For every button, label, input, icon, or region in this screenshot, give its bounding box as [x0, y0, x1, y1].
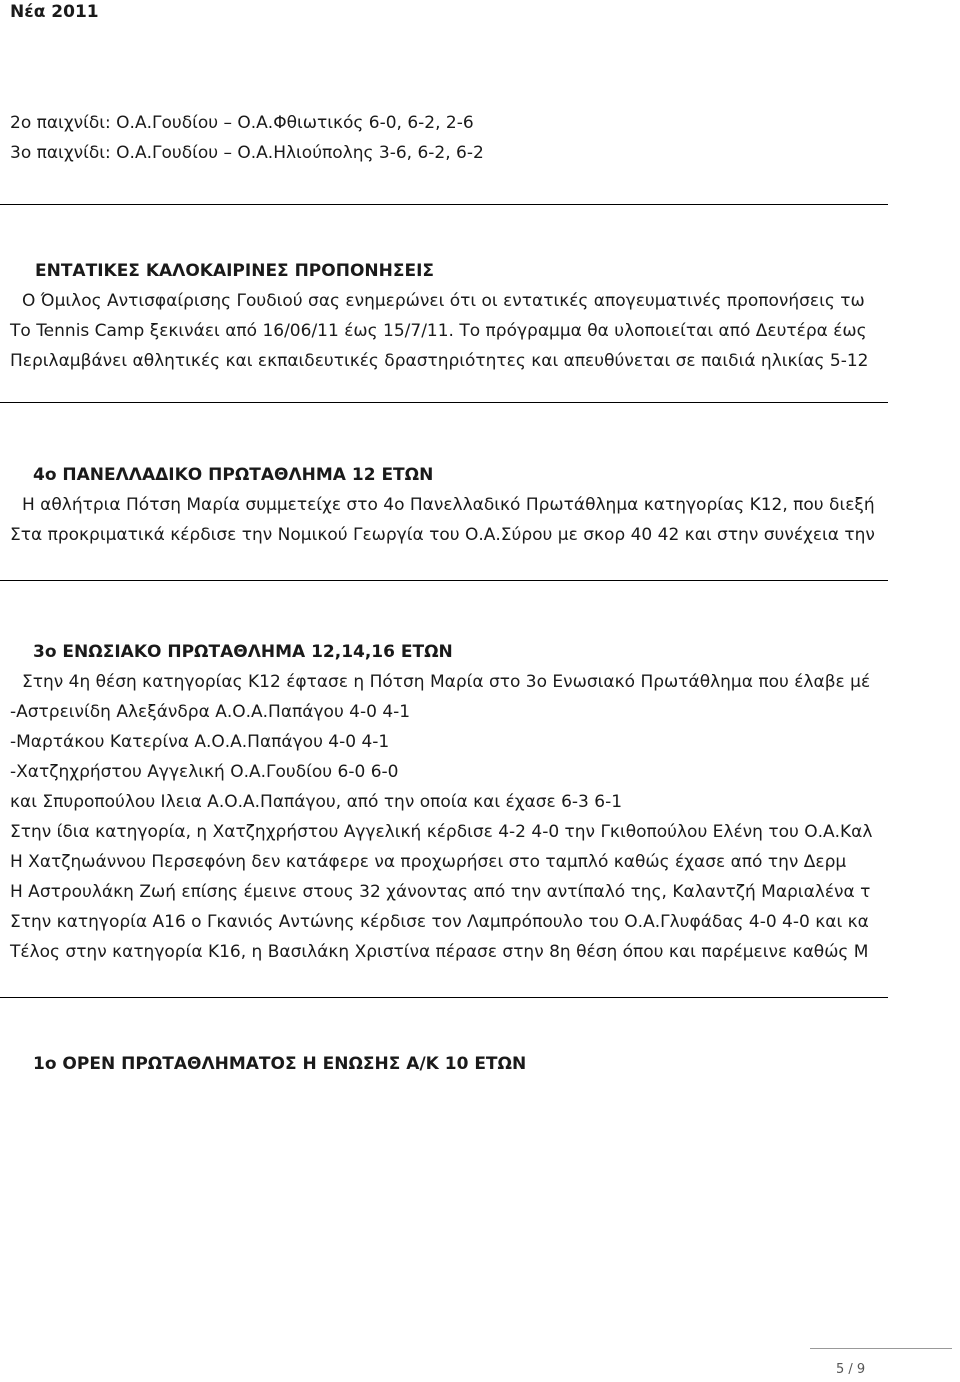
result-line: 3ο παιχνίδι: Ο.Α.Γουδίου – Ο.Α.Ηλιούπολης 3-6, 6-2, 6-2 — [10, 143, 484, 163]
paragraph-line: Στην κατηγορία Α16 ο Γκανιός Αντώνης κέρδισε τον Λαμπρόπουλο του Ο.Α.Γλυφάδας 4-0 4-0 και κα — [10, 912, 869, 932]
paragraph-line: Στην ίδια κατηγορία, η Χατζηχρήστου Αγγελική κέρδισε 4-2 4-0 την Γκιθοπούλου Ελένη του Ο.Α.Καλ — [10, 822, 873, 842]
page-header-title: Νέα 2011 — [10, 2, 99, 22]
paragraph-line: -Χατζηχρήστου Αγγελική Ο.Α.Γουδίου 6-0 6-0 — [10, 762, 399, 782]
paragraph-line: Στα προκριματικά κέρδισε την Νομικού Γεωργία του Ο.Α.Σύρου με σκορ 40 42 και στην συνέχεια την — [10, 525, 875, 545]
paragraph-line: Η Αστρουλάκη Ζωή επίσης έμεινε στους 32 χάνοντας από την αντίπαλό της, Καλαντζή Μαριαλένα τ — [10, 882, 871, 902]
section-title-open: 1ο OPEN ΠΡΩΤΑΘΛΗΜΑΤΟΣ Η ΕΝΩΣΗΣ Α/Κ 10 ΕΤΩΝ — [33, 1054, 527, 1074]
page-number: 5 / 9 — [836, 1362, 866, 1377]
paragraph-line: και Σπυροπούλου Ιλεια Α.Ο.Α.Παπάγου, από την οποία και έχασε 6-3 6-1 — [10, 792, 623, 812]
section-divider — [0, 402, 888, 403]
paragraph-line: Τέλος στην κατηγορία Κ16, η Βασιλάκη Χριστίνα πέρασε στην 8η θέση όπου και παρέμεινε καθώς Μ — [10, 942, 869, 962]
paragraph-line: Στην 4η θέση κατηγορίας Κ12 έφτασε η Πότση Μαρία στο 3ο Ενωσιακό Πρωτάθλημα που έλαβε μέ — [22, 672, 871, 692]
paragraph-line: Η Χατζηωάννου Περσεφόνη δεν κατάφερε να προχωρήσει στο ταμπλό καθώς έχασε από την Δερμ — [10, 852, 847, 872]
paragraph-line: Το Tennis Camp ξεκινάει από 16/06/11 έως 15/7/11. Το πρόγραμμα θα υλοποιείται από Δευτέρα έως — [10, 321, 867, 341]
section-title-union: 3ο ΕΝΩΣΙΑΚΟ ΠΡΩΤΑΘΛΗΜΑ 12,14,16 ΕΤΩΝ — [33, 642, 453, 662]
footer-divider — [810, 1348, 952, 1349]
section-title-panhellenic: 4ο ΠΑΝΕΛΛΑΔΙΚΟ ΠΡΩΤΑΘΛΗΜΑ 12 ΕΤΩΝ — [33, 465, 434, 485]
paragraph-line: Ο Όμιλος Αντισφαίρισης Γουδιού σας ενημερώνει ότι οι εντατικές απογευματινές προπονήσεις τω — [22, 291, 865, 311]
section-divider — [0, 204, 888, 205]
paragraph-line: -Αστρεινίδη Αλεξάνδρα Α.Ο.Α.Παπάγου 4-0 4-1 — [10, 702, 411, 722]
section-divider — [0, 997, 888, 998]
section-divider — [0, 580, 888, 581]
paragraph-line: Η αθλήτρια Πότση Μαρία συμμετείχε στο 4ο Πανελλαδικό Πρωτάθλημα κατηγορίας Κ12, που διεξή — [22, 495, 875, 515]
result-line: 2ο παιχνίδι: Ο.Α.Γουδίου – Ο.Α.Φθιωτικός 6-0, 6-2, 2-6 — [10, 113, 474, 133]
section-title-summer: ΕΝΤΑΤΙΚΕΣ ΚΑΛΟΚΑΙΡΙΝΕΣ ΠΡΟΠΟΝΗΣΕΙΣ — [35, 261, 435, 281]
paragraph-line: -Μαρτάκου Κατερίνα Α.Ο.Α.Παπάγου 4-0 4-1 — [10, 732, 390, 752]
paragraph-line: Περιλαμβάνει αθλητικές και εκπαιδευτικές δραστηριότητες και απευθύνεται σε παιδιά ηλικίας 5-12 — [10, 351, 869, 371]
